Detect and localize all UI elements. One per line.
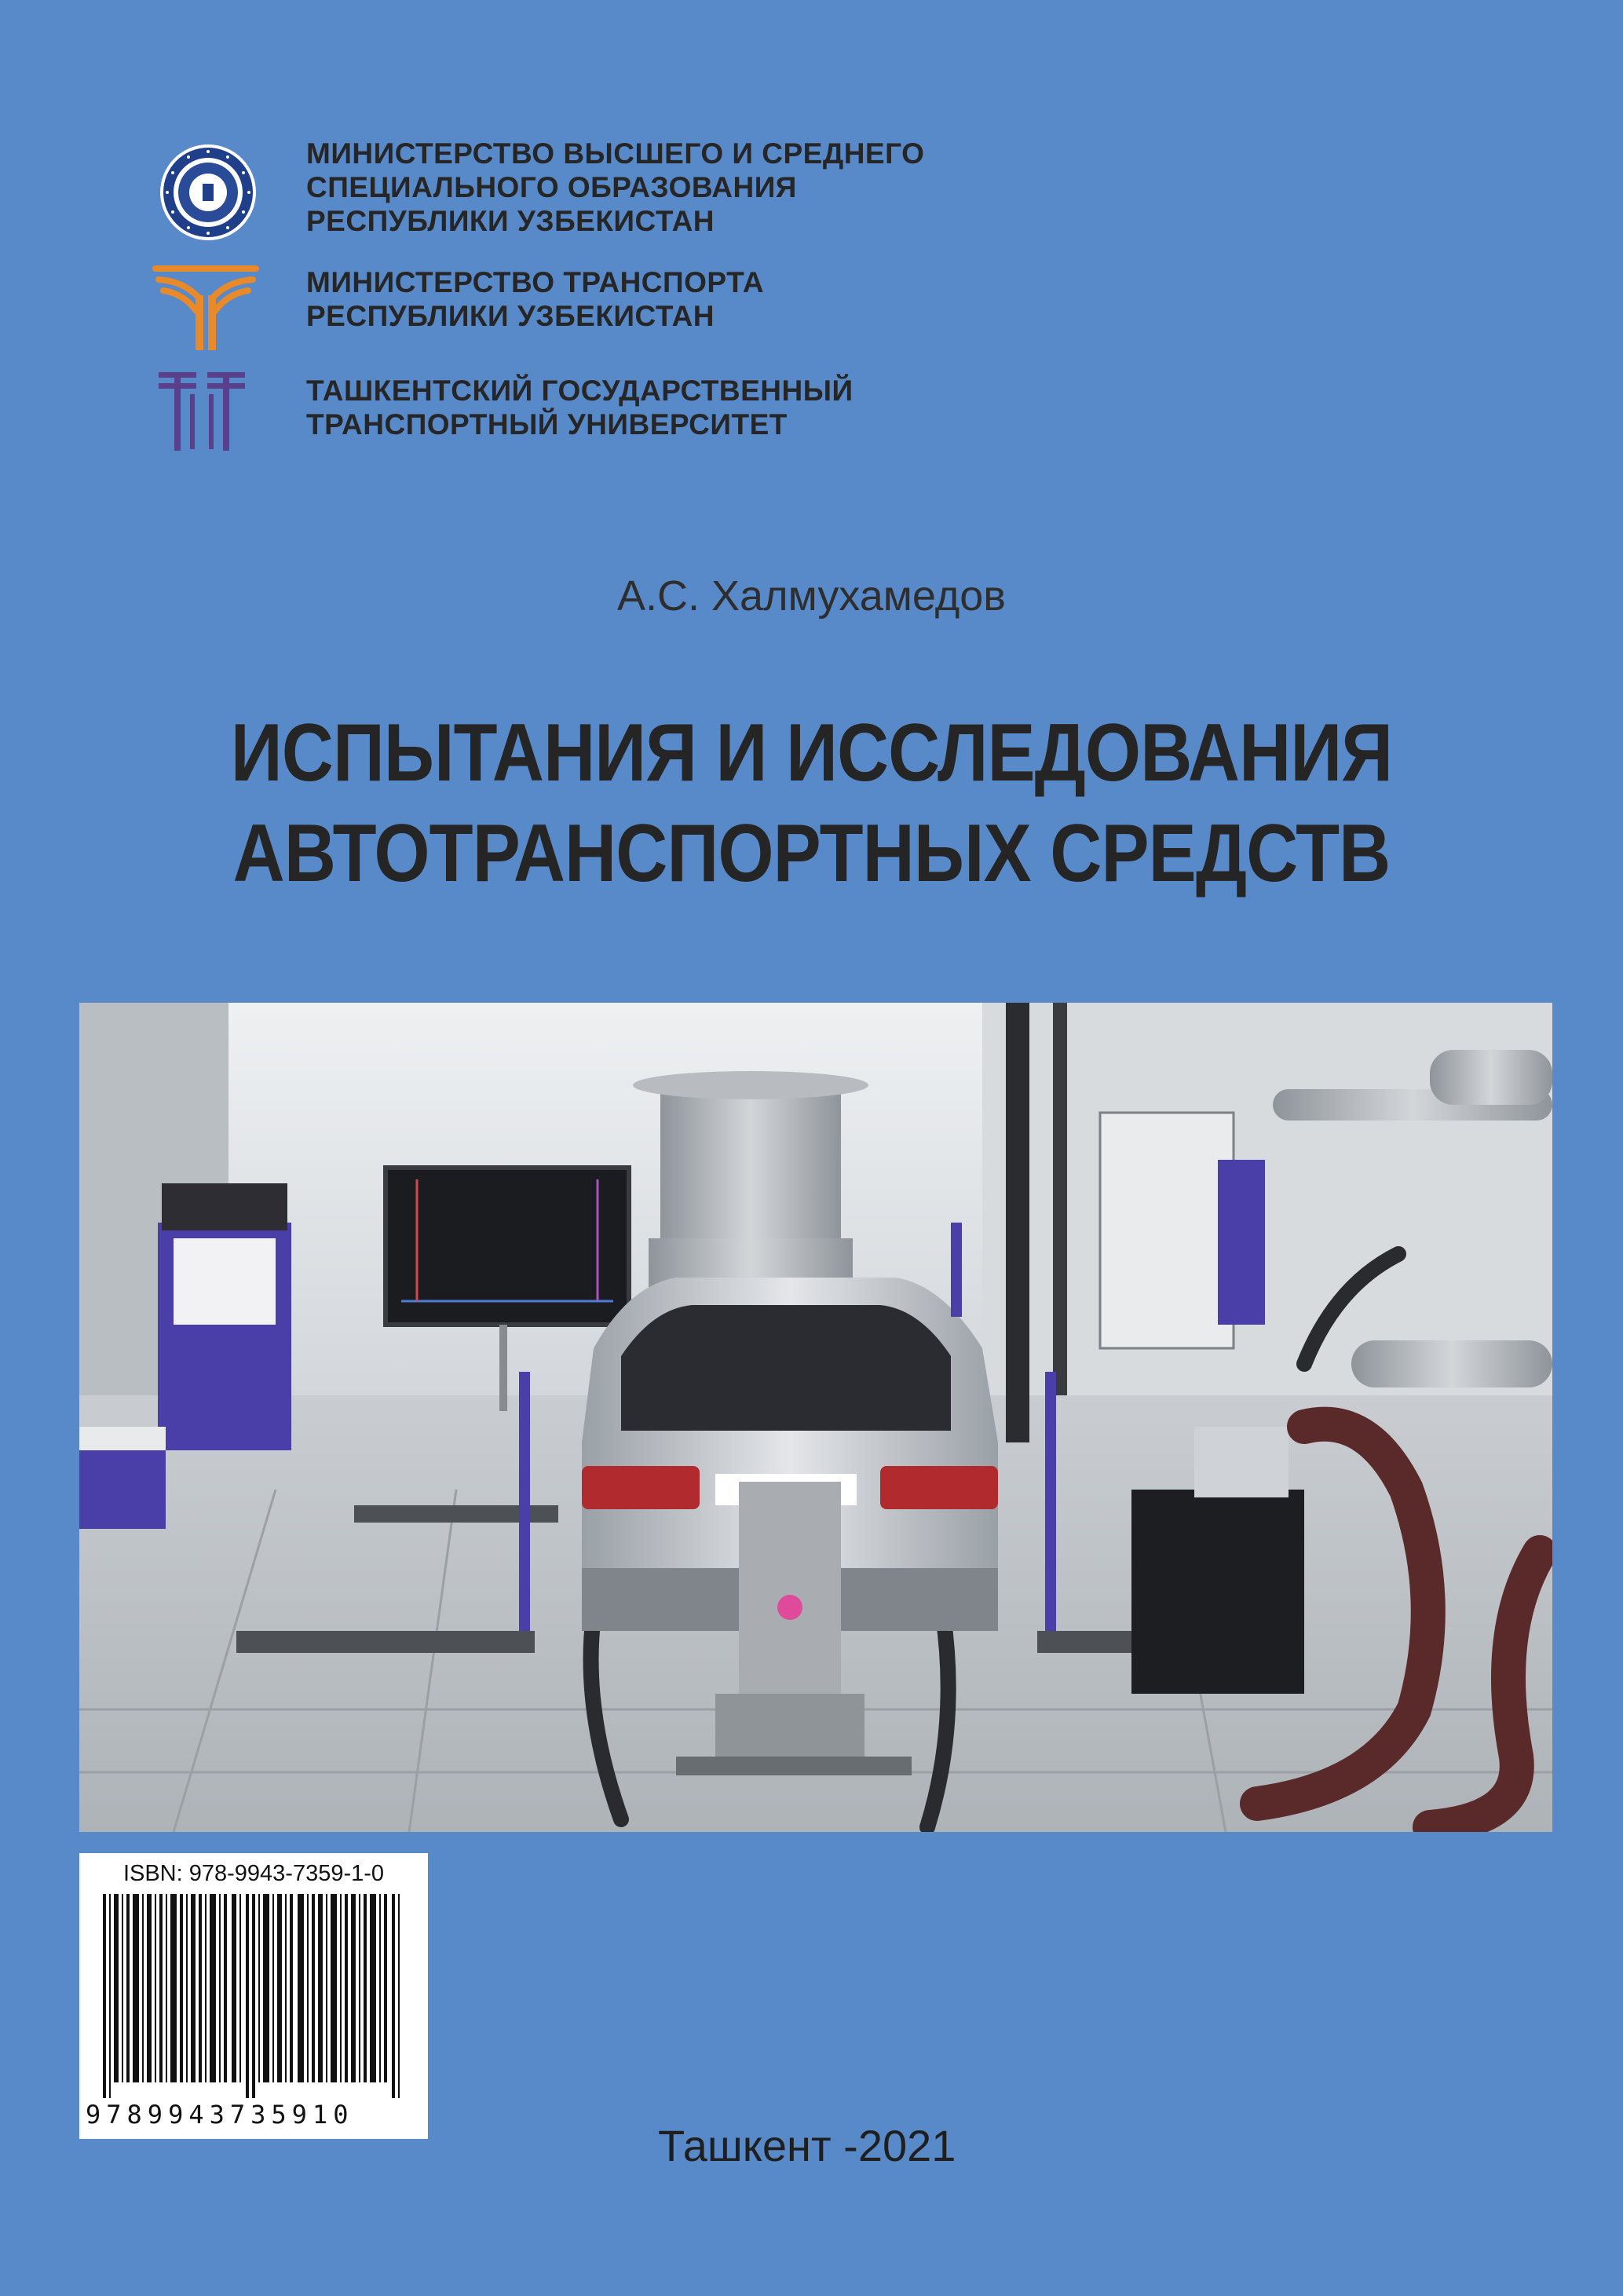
org-name-higher-education (306, 137, 924, 238)
org-line: МИНИСТЕРСТВО ВЫСШЕГО И СРЕДНЕГО (306, 137, 925, 170)
author-name: А.С. Халмухамедов (617, 572, 1006, 620)
isbn-barcode-box (79, 1853, 428, 2139)
org-line: РЕСПУБЛИКИ УЗБЕКИСТАН (306, 300, 715, 332)
uzbekistan-emblem-icon (159, 143, 258, 246)
org-line: ТАШКЕНТСКИЙ ГОСУДАРСТВЕННЫЙ (306, 375, 854, 407)
isbn-label: ISBN: 978-9943-7359-1-0 (122, 1861, 385, 1886)
barcode-digits: 9789943735910 (86, 2100, 354, 2130)
org-name-transport-ministry (306, 265, 764, 333)
transport-ministry-logo-icon (152, 264, 259, 354)
publication-place-year: Ташкент -2021 (658, 2121, 956, 2170)
barcode-icon (101, 1894, 408, 2102)
title-line: ИСПЫТАНИЯ И ИССЛЕДОВАНИЯ (230, 707, 1393, 799)
org-name-university (306, 374, 854, 441)
org-line: РЕСПУБЛИКИ УЗБЕКИСТАН (306, 205, 715, 237)
title-line: АВТОТРАНСПОРТНЫХ СРЕДСТВ (232, 808, 1391, 899)
org-line: ТРАНСПОРТНЫЙ УНИВЕРСИТЕТ (306, 408, 788, 441)
university-logo-icon (159, 371, 245, 461)
vehicle-test-lab-photo (79, 1003, 1552, 1832)
org-line: МИНИСТЕРСТВО ТРАНСПОРТА (306, 266, 765, 298)
org-line: СПЕЦИАЛЬНОГО ОБРАЗОВАНИЯ (306, 171, 797, 203)
book-title (97, 703, 1526, 904)
